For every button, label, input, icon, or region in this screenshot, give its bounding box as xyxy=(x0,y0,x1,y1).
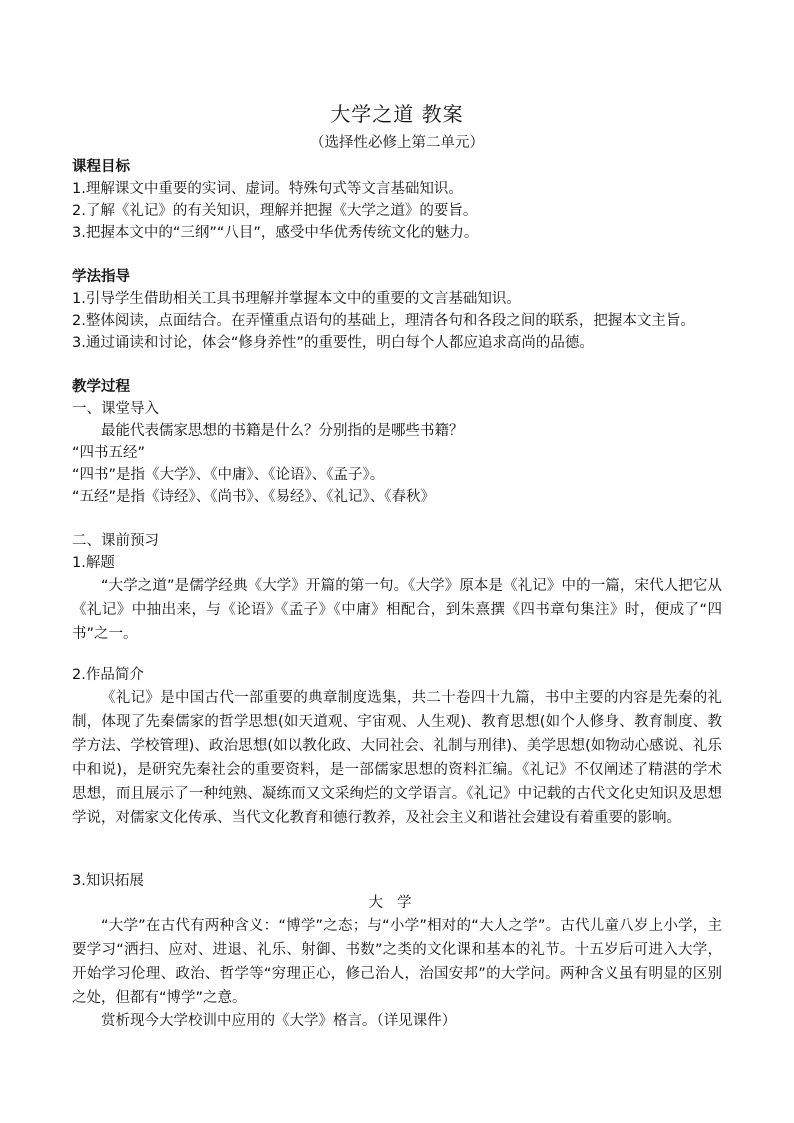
method-item: 3.通过诵读和讨论，体会“修身养性”的重要性，明白每个人都应追求高尚的品德。 xyxy=(72,335,594,351)
work-heading: 2.作品简介 xyxy=(72,667,144,683)
goals-section xyxy=(72,156,722,244)
work-paragraph: 《礼记》是中国古代一部重要的典章制度选集，共二十卷四十九篇，书中主要的内容是先秦的礼制，体现了先秦儒家的哲学思想(如天道观、宇宙观、人生观)、教育思想(如个人修身、教育制度、教学方法、学校管理)、政治思想(如以教化政、大同社会、礼制与刑律)、美学思想(如物动心感说、礼乐中和说)，是研究先秦社会的重要资料，是一部儒家思想的资料汇编。《礼记》不仅阐述了精湛的学术思想，而且展示了一种纯熟、凝练而又文采绚烂的文学语言。《礼记》中记载的古代文化史知识及思想学说，对儒家文化传承、当代文化教育和德行教养，及社会主义和谐社会建设有着重要的影响。 xyxy=(72,690,722,826)
preview-heading: 二、课前预习 xyxy=(72,533,159,549)
extension-subtitle: 大学 xyxy=(368,895,426,911)
intro-heading: 一、课堂导入 xyxy=(72,401,159,417)
method-section xyxy=(72,266,722,354)
spacer xyxy=(72,508,722,530)
spacer xyxy=(72,830,722,870)
spacer xyxy=(72,354,722,376)
document-page xyxy=(72,100,722,1032)
topic-heading: 1.解题 xyxy=(72,555,115,571)
topic-paragraph: “大学之道”是儒学经典《大学》开篇的第一句。《大学》原本是《礼记》中的一篇，宋代人把它从《礼记》中抽出来，与《论语》《孟子》《中庸》相配合，到朱熹撰《四书章句集注》时，便成了“四书”之一。 xyxy=(72,578,722,642)
intro-question: 最能代表儒家思想的书籍是什么？分别指的是哪些书籍？ xyxy=(101,423,464,439)
goals-heading: 课程目标 xyxy=(72,159,130,175)
process-heading: 教学过程 xyxy=(72,379,130,395)
spacer xyxy=(72,646,722,664)
document-title: 大学之道 教案 xyxy=(330,102,464,126)
intro-line: “五经”是指《诗经》、《尚书》、《易经》、《礼记》、《春秋》 xyxy=(72,489,436,505)
method-heading: 学法指导 xyxy=(72,269,130,285)
goal-item: 1.理解课文中重要的实词、虚词。特殊句式等文言基础知识。 xyxy=(72,181,463,197)
extension-heading: 3.知识拓展 xyxy=(72,873,144,889)
extension-paragraph: “大学”在古代有两种含义：“博学”之态；与“小学”相对的“大人之学”。古代儿童八岁上小学，主要学习“洒扫、应对、进退、礼乐、射御、书数”之类的文化课和基本的礼节。十五岁后可进入大学，开始学习伦理、政治、哲学等“穷理正心，修己治人，治国安邦”的大学问。两种含义虽有明显的区别之处，但都有“博学”之意。 xyxy=(72,918,722,1006)
document-subtitle: （选择性必修上第二单元） xyxy=(310,135,484,151)
goal-item: 3.把握本文中的“三纲”“八目”，感受中华优秀传统文化的魅力。 xyxy=(72,225,479,241)
extension-note: 赏析现今大学校训中应用的《大学》格言。（详见课件） xyxy=(101,1013,457,1029)
intro-line: “四书”是指《大学》、《中庸》、《论语》、《孟子》。 xyxy=(72,467,385,483)
intro-line: “四书五经” xyxy=(72,445,146,461)
process-section xyxy=(72,376,722,1032)
spacer xyxy=(72,244,722,266)
method-item: 1.引导学生借助相关工具书理解并掌握本文中的重要的文言基础知识。 xyxy=(72,291,521,307)
goal-item: 2.了解《礼记》的有关知识，理解并把握《大学之道》的要旨。 xyxy=(72,203,478,219)
method-item: 2.整体阅读，点面结合。在弄懂重点语句的基础上，理清各句和各段之间的联系，把握本文主旨。 xyxy=(72,313,695,329)
